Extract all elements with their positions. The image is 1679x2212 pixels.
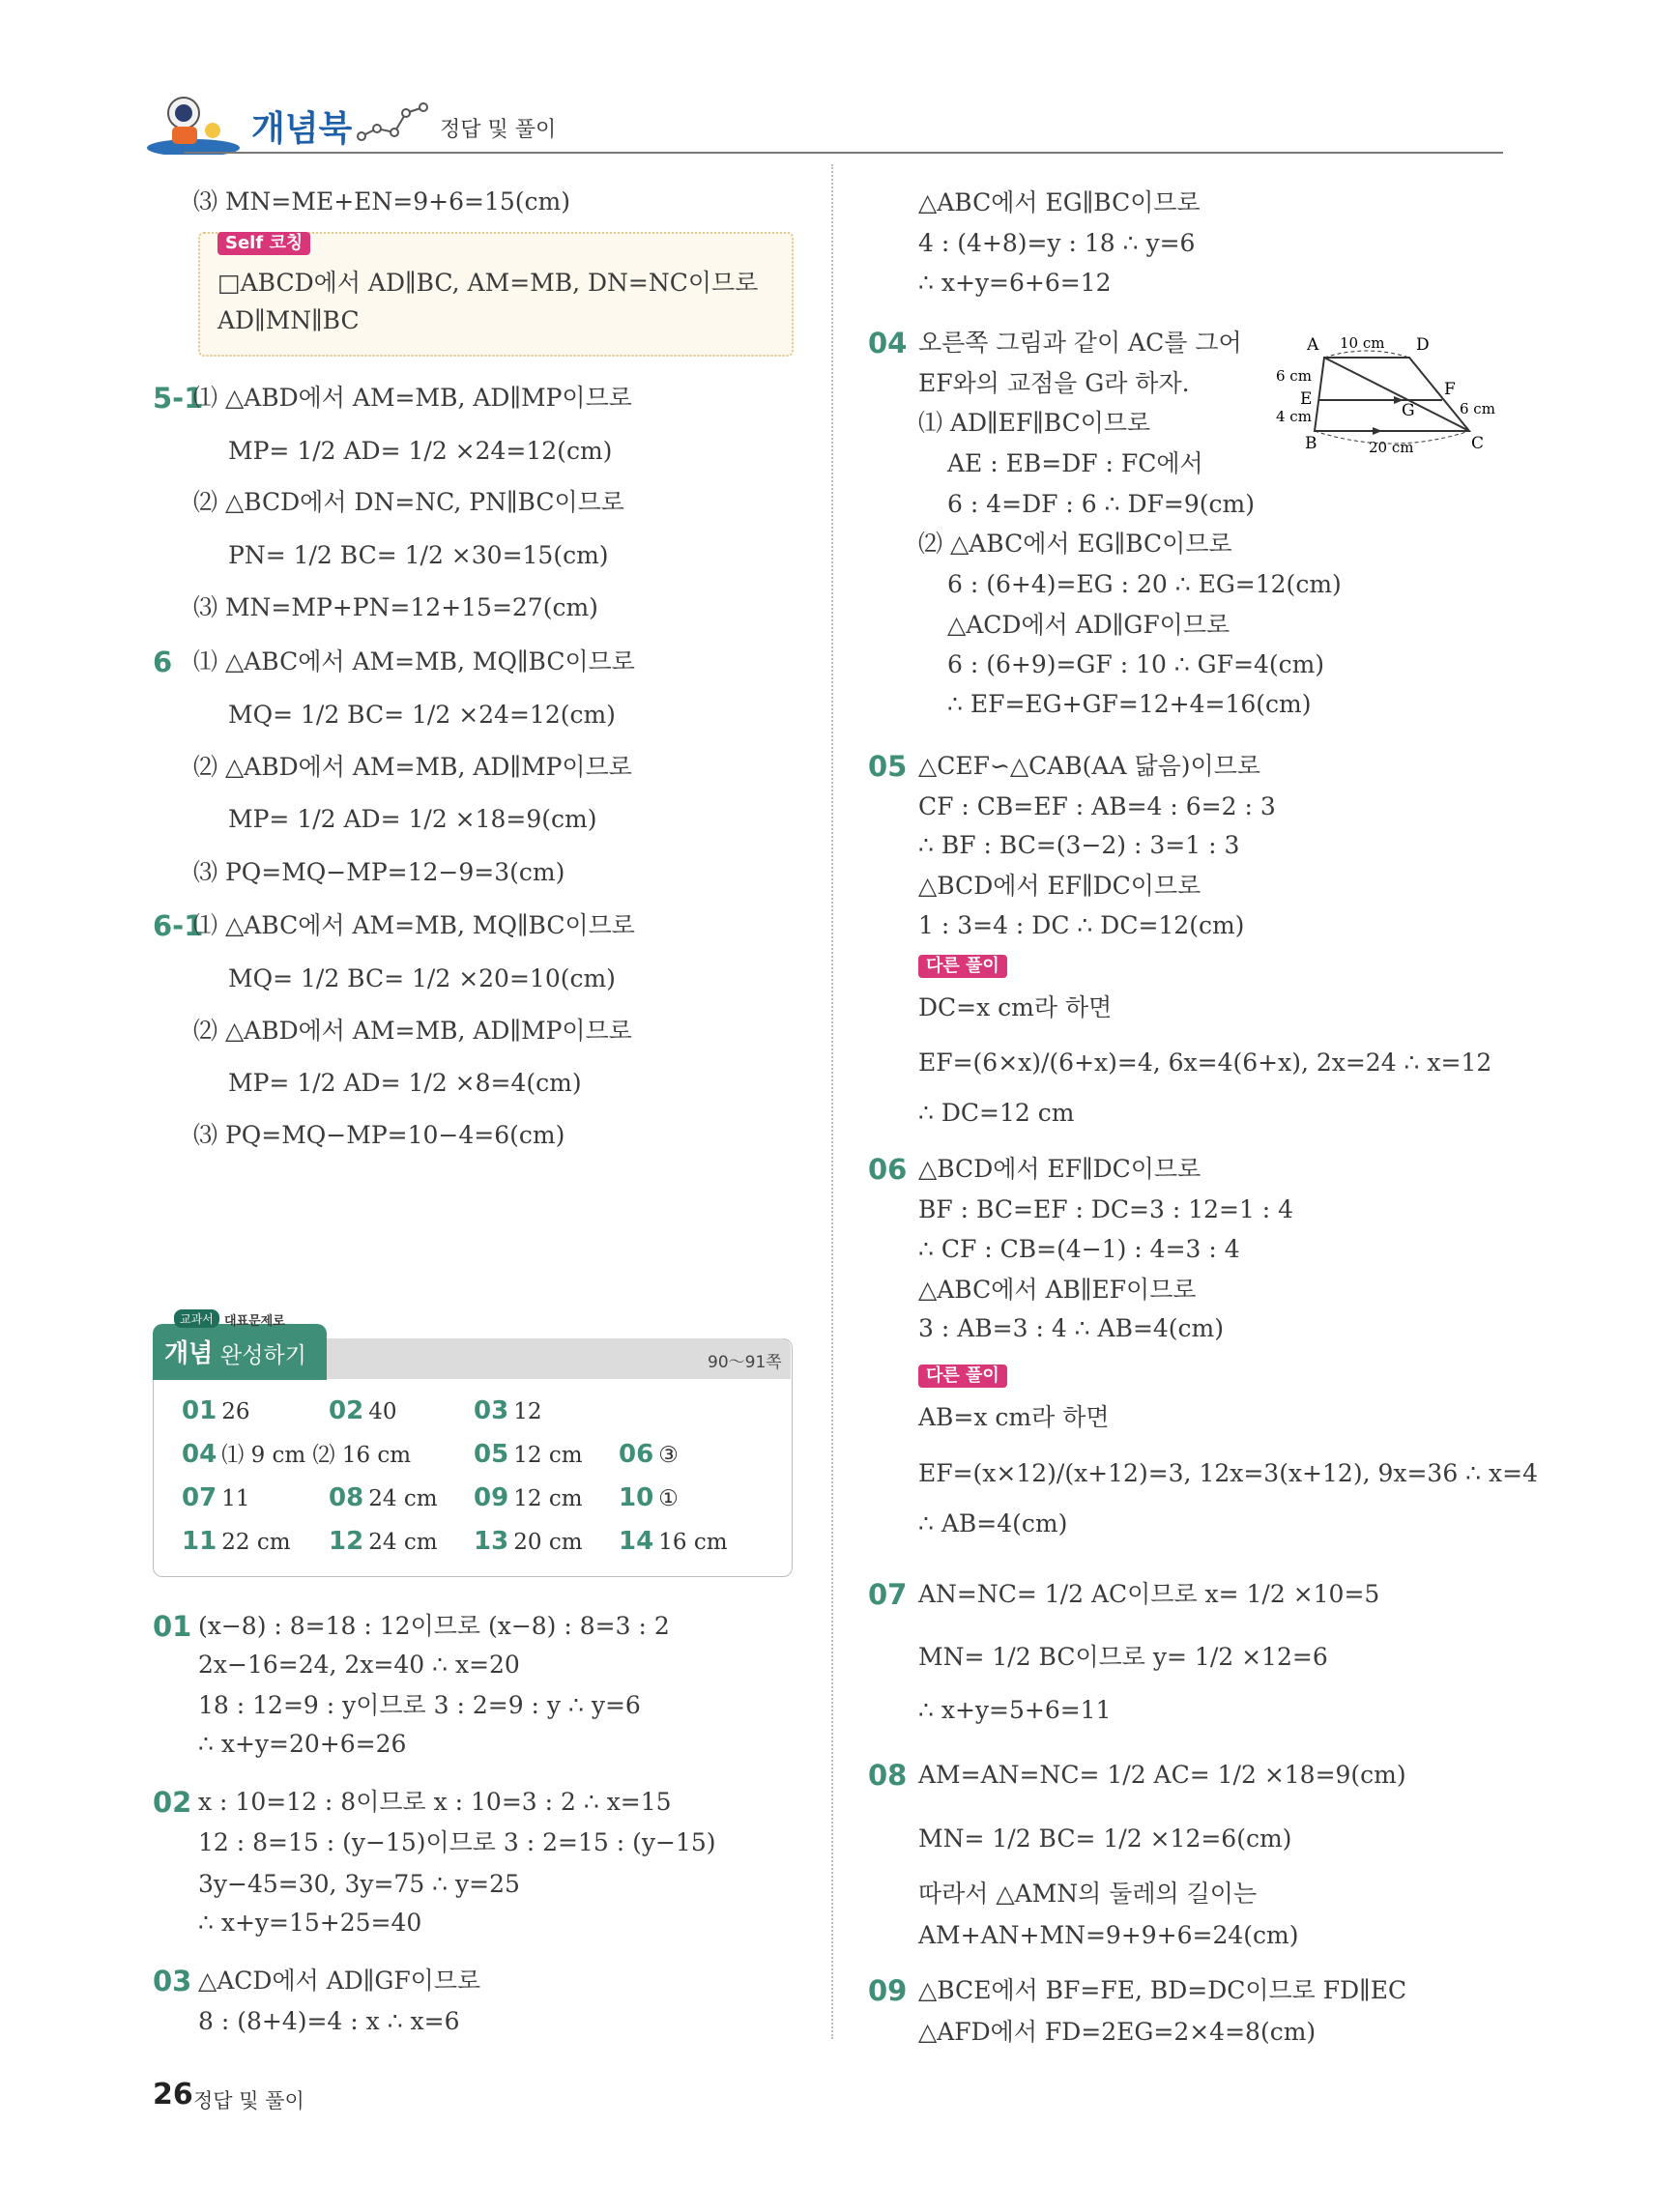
left-line-06: ⑶ MN=MP+PN=12+15=27(cm)	[193, 593, 598, 621]
right-line-20: EF=(6×x)/(6+x)=4, 6x=4(6+x), 2x=24 ∴ x=12	[918, 1049, 1492, 1077]
left-line-02: ⑴ △ABD에서 AM=MB, AD∥MP이므로	[193, 384, 632, 412]
right-line-13: ∴ EF=EG+GF=12+4=16(cm)	[947, 690, 1312, 718]
solution-03-line-a: △ACD에서 AD∥GF이므로	[198, 1967, 481, 1995]
label-A: A	[1307, 335, 1319, 355]
label-20cm: 20 cm	[1369, 439, 1414, 456]
right-line-05: EF와의 교점을 G라 하자.	[918, 369, 1190, 397]
right-line-29: ∴ AB=4(cm)	[918, 1509, 1068, 1537]
right-line-27: AB=x cm라 하면	[918, 1403, 1110, 1431]
page-number: 26	[153, 2078, 193, 2111]
solution-03-line-b: 8 : (8+4)=4 : x ∴ x=6	[198, 2007, 460, 2035]
answer-02: 02 40	[329, 1396, 397, 1425]
concept-title-a: 개념	[164, 1339, 214, 1368]
right-line-21: ∴ DC=12 cm	[918, 1099, 1075, 1127]
solution-number-04: 04	[868, 327, 908, 359]
constellation-icon	[356, 100, 433, 143]
other-solution-badge-2: 다른 풀이	[918, 1365, 1007, 1388]
right-line-23: BF : BC=EF : DC=3 : 12=1 : 4	[918, 1195, 1294, 1223]
solution-number-08: 08	[868, 1759, 908, 1792]
label-G: G	[1402, 401, 1415, 420]
answer-06: 06 ③	[619, 1440, 679, 1469]
right-line-11: △ACD에서 AD∥GF이므로	[947, 611, 1230, 639]
label-B: B	[1305, 434, 1317, 453]
label-C: C	[1471, 434, 1485, 453]
self-coaching-badge: Self 코칭	[217, 232, 310, 255]
right-line-38: △AFD에서 FD=2EG=2×4=8(cm)	[918, 2018, 1317, 2046]
left-line-12: ⑴ △ABC에서 AM=MB, MQ∥BC이므로	[193, 911, 635, 939]
solution-01-line-d: ∴ x+y=20+6=26	[198, 1730, 407, 1758]
section-title: 정답 및 풀이	[440, 118, 557, 142]
right-line-18: 1 : 3=4 : DC ∴ DC=12(cm)	[918, 911, 1245, 939]
right-line-36: AM+AN+MN=9+9+6=24(cm)	[918, 1921, 1299, 1949]
right-line-15: CF : CB=EF : AB=4 : 6=2 : 3	[918, 792, 1276, 820]
right-line-26: 3 : AB=3 : 4 ∴ AB=4(cm)	[918, 1314, 1225, 1342]
right-line-16: ∴ BF : BC=(3−2) : 3=1 : 3	[918, 831, 1240, 859]
answer-01: 01 26	[182, 1396, 250, 1425]
right-line-12: 6 : (6+9)=GF : 10 ∴ GF=4(cm)	[947, 650, 1325, 678]
solution-number-06: 06	[868, 1153, 908, 1186]
astronaut-mascot-icon	[145, 92, 242, 155]
label-10cm: 10 cm	[1340, 334, 1385, 352]
concept-tag-small: 교과서	[174, 1309, 219, 1328]
answer-03: 03 12	[474, 1396, 542, 1425]
right-line-35: 따라서 △AMN의 둘레의 길이는	[918, 1880, 1258, 1908]
left-line-08: MQ= 1/2 BC= 1/2 ×24=12(cm)	[228, 701, 616, 729]
answer-10: 10 ①	[619, 1483, 679, 1512]
solution-02-line-d: ∴ x+y=15+25=40	[198, 1909, 422, 1937]
left-line-01: ⑶ MN=ME+EN=9+6=15(cm)	[193, 187, 570, 215]
answer-08: 08 24 cm	[329, 1483, 438, 1512]
solution-number-05: 05	[868, 750, 908, 783]
answer-05: 05 12 cm	[474, 1440, 583, 1469]
concept-pages: 90～91쪽	[708, 1353, 782, 1372]
right-line-17: △BCD에서 EF∥DC이므로	[918, 872, 1201, 900]
left-line-16: ⑶ PQ=MQ−MP=10−4=6(cm)	[193, 1121, 565, 1149]
answer-04: 04 ⑴ 9 cm ⑵ 16 cm	[182, 1440, 412, 1469]
concept-tag-small2: 대표문제로	[224, 1314, 285, 1329]
left-line-13: MQ= 1/2 BC= 1/2 ×20=10(cm)	[228, 964, 616, 992]
solution-number-09: 09	[868, 1974, 908, 2007]
solution-01-line-a: (x−8) : 8=18 : 12이므로 (x−8) : 8=3 : 2	[198, 1612, 670, 1640]
right-line-09: ⑵ △ABC에서 EG∥BC이므로	[918, 530, 1232, 558]
footer-label: 정답 및 풀이	[193, 2089, 304, 2112]
right-line-34: MN= 1/2 BC= 1/2 ×12=6(cm)	[918, 1824, 1292, 1853]
label-4cm-left: 4 cm	[1276, 408, 1312, 425]
right-line-04: 오른쪽 그림과 같이 AC를 그어	[918, 329, 1242, 357]
label-F: F	[1444, 380, 1456, 399]
self-coaching-line1: □ABCD에서 AD∥BC, AM=MB, DN=NC이므로	[217, 269, 759, 297]
header	[145, 92, 1503, 155]
right-line-06: ⑴ AD∥EF∥BC이므로	[918, 409, 1151, 437]
right-line-03: ∴ x+y=6+6=12	[918, 269, 1112, 297]
problem-number-5-1: 5-1	[153, 382, 204, 415]
label-E: E	[1300, 389, 1313, 409]
right-line-08: 6 : 4=DF : 6 ∴ DF=9(cm)	[947, 490, 1255, 518]
right-line-30: AN=NC= 1/2 AC이므로 x= 1/2 ×10=5	[918, 1580, 1380, 1608]
trapezoid-figure	[1276, 330, 1508, 456]
solution-number-07: 07	[868, 1578, 908, 1611]
left-line-11: ⑶ PQ=MQ−MP=12−9=3(cm)	[193, 858, 565, 886]
solution-number-02: 02	[153, 1786, 192, 1819]
right-line-02: 4 : (4+8)=y : 18 ∴ y=6	[918, 229, 1196, 257]
right-line-14: △CEF∽△CAB(AA 닮음)이므로	[918, 752, 1260, 780]
right-line-10: 6 : (6+4)=EG : 20 ∴ EG=12(cm)	[947, 570, 1342, 598]
solution-01-line-b: 2x−16=24, 2x=40 ∴ x=20	[198, 1651, 520, 1679]
right-line-25: △ABC에서 AB∥EF이므로	[918, 1276, 1197, 1304]
right-line-07: AE : EB=DF : FC에서	[947, 449, 1203, 477]
solution-01-line-c: 18 : 12=9 : y이므로 3 : 2=9 : y ∴ y=6	[198, 1691, 641, 1719]
answer-07: 07 11	[182, 1483, 250, 1512]
right-line-31: MN= 1/2 BC이므로 y= 1/2 ×12=6	[918, 1643, 1328, 1671]
left-line-07: ⑴ △ABC에서 AM=MB, MQ∥BC이므로	[193, 647, 635, 675]
answer-14: 14 16 cm	[619, 1527, 728, 1556]
header-rule	[184, 152, 1503, 154]
right-line-19: DC=x cm라 하면	[918, 993, 1113, 1021]
right-line-32: ∴ x+y=5+6=11	[918, 1696, 1112, 1724]
left-line-04: ⑵ △BCD에서 DN=NC, PN∥BC이므로	[193, 488, 624, 516]
label-6cm-right: 6 cm	[1460, 400, 1495, 417]
right-line-37: △BCE에서 BF=FE, BD=DC이므로 FD∥EC	[918, 1976, 1407, 2004]
column-divider	[831, 164, 833, 2039]
solution-number-03: 03	[153, 1965, 192, 1997]
left-line-15: MP= 1/2 AD= 1/2 ×8=4(cm)	[228, 1069, 582, 1097]
label-D: D	[1416, 335, 1430, 355]
left-line-03: MP= 1/2 AD= 1/2 ×24=12(cm)	[228, 437, 613, 465]
label-6cm-left: 6 cm	[1276, 367, 1312, 385]
left-line-09: ⑵ △ABD에서 AM=MB, AD∥MP이므로	[193, 753, 632, 781]
solution-02-line-b: 12 : 8=15 : (y−15)이므로 3 : 2=15 : (y−15)	[198, 1828, 716, 1856]
answer-11: 11 22 cm	[182, 1527, 291, 1556]
right-line-24: ∴ CF : CB=(4−1) : 4=3 : 4	[918, 1235, 1240, 1263]
problem-number-6-1: 6-1	[153, 909, 204, 942]
left-line-05: PN= 1/2 BC= 1/2 ×30=15(cm)	[228, 541, 609, 569]
answer-13: 13 20 cm	[474, 1527, 583, 1556]
right-line-01: △ABC에서 EG∥BC이므로	[918, 188, 1201, 216]
solution-02-line-c: 3y−45=30, 3y=75 ∴ y=25	[198, 1870, 520, 1898]
left-line-10: MP= 1/2 AD= 1/2 ×18=9(cm)	[228, 805, 597, 833]
answer-09: 09 12 cm	[474, 1483, 583, 1512]
other-solution-badge-1: 다른 풀이	[918, 955, 1007, 978]
concept-title-b: 완성하기	[220, 1343, 306, 1368]
problem-number-6: 6	[153, 646, 173, 678]
solution-number-01: 01	[153, 1610, 192, 1643]
self-coaching-line2: AD∥MN∥BC	[217, 306, 360, 334]
left-line-14: ⑵ △ABD에서 AM=MB, AD∥MP이므로	[193, 1017, 632, 1045]
answer-12: 12 24 cm	[329, 1527, 438, 1556]
right-line-22: △BCD에서 EF∥DC이므로	[918, 1155, 1201, 1183]
solution-02-line-a: x : 10=12 : 8이므로 x : 10=3 : 2 ∴ x=15	[198, 1788, 672, 1816]
right-line-28: EF=(x×12)/(x+12)=3, 12x=3(x+12), 9x=36 ∴ x=4	[918, 1459, 1538, 1487]
right-line-33: AM=AN=NC= 1/2 AC= 1/2 ×18=9(cm)	[918, 1761, 1406, 1789]
book-title: 개념북	[251, 109, 353, 149]
